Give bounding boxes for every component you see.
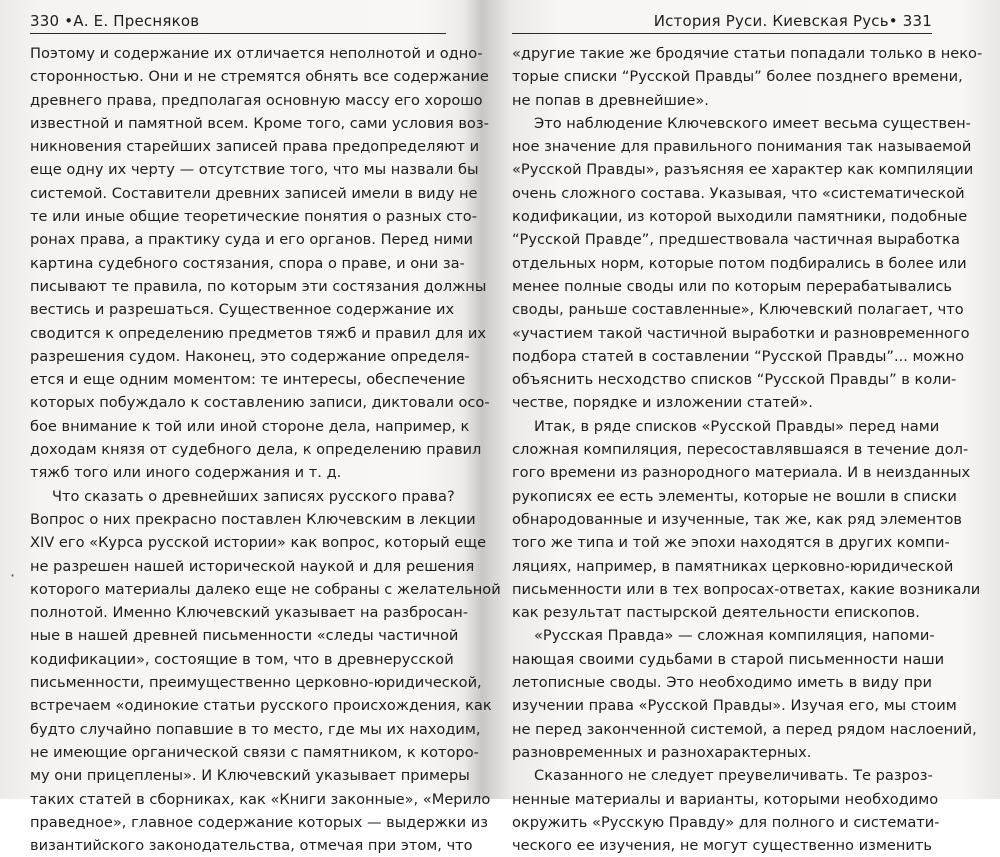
text-line: кодификации», состоящие в том, что в древнерусской xyxy=(30,650,454,668)
text-line: ляциях, например, в памятниках церковно-юридической xyxy=(512,557,954,575)
text-line: очень сложного состава. Указывая, что «систематической xyxy=(512,184,965,202)
text-line: Вопрос о них прекрасно поставлен Ключевским в лекции xyxy=(30,510,476,528)
text-line: бое внимание к той или иной стороне дела, например, к xyxy=(30,417,470,435)
text-line: ется и еще одним моментом: те интересы, обеспечение xyxy=(30,371,466,389)
text-line: будто случайно попавшие в то место, где мы их находим, xyxy=(30,720,481,738)
text-line: которых побуждало к составлению записи, диктовали осо- xyxy=(30,394,490,412)
text-line: сложная компиляция, пересоставлявшаяся в течение дол- xyxy=(512,441,969,459)
text-line: торые списки “Русской Правды” более позднего времени, xyxy=(512,68,963,86)
text-line: не перед законченной системой, а перед рядом наслоений, xyxy=(512,720,977,738)
text-line: письменности или в тех вопросах-ответах, какие возникали xyxy=(512,580,981,598)
text-line: как результат пастырской деятельности епископов. xyxy=(512,604,920,622)
text-line: которого материалы далеко еще не собраны с желательной xyxy=(30,580,501,598)
text-line: известной и памятной всем. Кроме того, сами условия воз- xyxy=(30,114,489,132)
text-line: летописные своды. Это необходимо иметь в виду при xyxy=(512,674,932,692)
text-line: писывают те правила, по которым эти состязания должны xyxy=(30,277,487,295)
text-line: не попав в древнейшие». xyxy=(512,91,709,109)
text-line: «Русская Правда» — сложная компиляция, напоми- xyxy=(534,627,935,645)
text-line: системой. Составители древних записей имели в виду не xyxy=(30,184,478,202)
text-line: византийского законодательства, отмечая при этом, что xyxy=(30,837,473,855)
text-line: Поэтому и содержание их отличается неполнотой и одно- xyxy=(30,45,483,62)
text-line: гого времени из разнородного материала. И в неизданных xyxy=(512,464,971,482)
text-line: ные в нашей древней письменности «следы частичной xyxy=(30,627,459,645)
text-line: честве, порядке и изложении статей». xyxy=(512,394,813,412)
text-line: обнародованные и изученные, так же, как ряд элементов xyxy=(512,510,963,528)
left-page-header: 330 •А. Е. Пресняков xyxy=(30,11,446,34)
text-line: нающая своими судьбами в старой письменности наши xyxy=(512,650,945,668)
text-line: XIV его «Курса русской истории» как вопрос, который еще xyxy=(30,534,487,552)
text-line: Что сказать о древнейших записях русского права? xyxy=(52,487,455,505)
right-page xyxy=(512,0,983,855)
text-line: изучении права «Русской Правды». Изучая его, мы стоим xyxy=(512,697,957,715)
text-line: ненные материалы и варианты, которыми необходимо xyxy=(512,790,939,808)
text-line: Итак, в ряде списков «Русской Правды» перед нами xyxy=(534,417,940,435)
text-line: «другие такие же бродячие статьи попадали только в неко- xyxy=(512,45,983,62)
text-line: таких статей в сборниках, как «Книги законные», «Мерило xyxy=(30,790,491,808)
text-line: отдельных норм, которые потом подбирались в более или xyxy=(512,254,967,272)
text-line: кодификации, из которой выходили памятники, подобные xyxy=(512,208,968,226)
text-line: менее полные своды или по которым перерабатывались xyxy=(512,277,952,295)
text-line: вестись и разрешаться. Существенное содержание их xyxy=(30,301,455,319)
right-page-header: История Руси. Киевская Русь• 331 xyxy=(512,11,932,34)
text-line: разрешения судом. Наконец, это содержание определя- xyxy=(30,347,470,365)
text-line: разновременных и разнохарактерных. xyxy=(512,743,812,761)
text-line: праведное», главное содержание которых — выдержки из xyxy=(30,813,488,831)
text-line: ронах права, а практику суда и его органов. Перед ними xyxy=(30,231,474,249)
text-line: полнотой. Именно Ключевский указывает на разбросан- xyxy=(30,604,469,622)
text-line: не разрешен нашей исторической наукой и для решения xyxy=(30,557,475,575)
text-line: те или иные общие теоретические понятия о разных сто- xyxy=(30,208,477,226)
text-line: ное значение для правильного понимания так называемой xyxy=(512,138,972,156)
text-line: тяжб того или иного содержания и т. д. xyxy=(30,464,342,482)
margin-mark: · xyxy=(10,566,16,585)
text-line: окружить «Русскую Правду» для полного и системати- xyxy=(512,813,940,831)
text-line: “Русской Правде”, предшествовала частичная выработка xyxy=(512,231,960,249)
text-line: рукописях ее есть элементы, которые не вошли в списки xyxy=(512,487,957,505)
text-line: объяснить несходство списков “Русской Правды” в коли- xyxy=(512,371,957,389)
text-line: не имеющие органической связи с памятником, к которо- xyxy=(30,743,479,761)
text-line: ческого ее изучения, не могут существенно изменить xyxy=(512,837,932,855)
text-line: никновения старейших записей права предопределяют и xyxy=(30,138,480,156)
right-page-text xyxy=(512,42,983,857)
text-line: подбора статей в составлении “Русской Правды”... можно xyxy=(512,347,965,365)
text-line: му они прицеплены». И Ключевский указывает примеры xyxy=(30,767,470,785)
text-line: письменности, преимущественно церковно-юридической, xyxy=(30,674,482,692)
text-line: доходам князя от судебного дела, к определению правил xyxy=(30,441,482,459)
text-line: сводится к определению предметов тяжб и правил для их xyxy=(30,324,487,342)
text-line: того же типа и той же эпохи находятся в других компи- xyxy=(512,534,950,552)
text-line: своды, раньше составленные», Ключевский полагает, что xyxy=(512,301,964,319)
text-line: Сказанного не следует преувеличивать. Те разроз- xyxy=(534,767,933,785)
text-line: древнего права, предполагая основную массу его хорошо xyxy=(30,91,483,109)
text-line: сторонностью. Они и не стремятся обнять все содержание xyxy=(30,68,489,86)
text-line: «участием такой частичной выработки и разновременного xyxy=(512,324,970,342)
text-line: еще одну их черту — отсутствие того, что мы назвали бы xyxy=(30,161,479,179)
text-line: картина судебного состязания, спора о праве, и они за- xyxy=(30,254,465,272)
text-line: встречаем «одинокие статьи русского происхождения, как xyxy=(30,697,492,715)
left-page-text xyxy=(30,42,501,857)
text-line: Это наблюдение Ключевского имеет весьма существен- xyxy=(534,114,971,132)
text-line: «Русской Правды», разъясняя ее характер как компиляции xyxy=(512,161,974,179)
left-page xyxy=(30,0,501,855)
